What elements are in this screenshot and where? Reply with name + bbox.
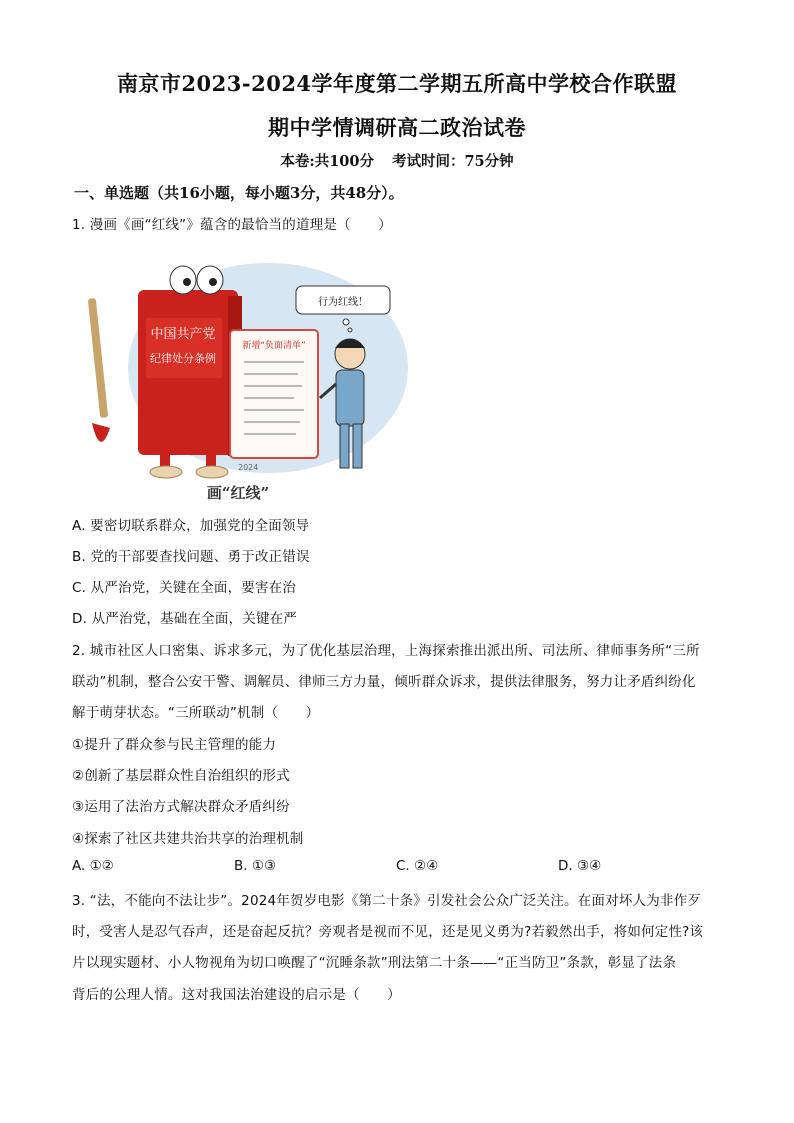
year-mark: 2024	[238, 463, 259, 472]
q3-stem-line4: 背后的公理人情。这对我国法治建设的启示是（ ）	[72, 987, 401, 1003]
list-title: 新增“负面清单”	[242, 341, 306, 351]
q3-stem-line3: 片以现实题材、小人物视角为切口唤醒了“沉睡条款”刑法第二十条——“正当防卫”条款，彰显了法条	[72, 955, 677, 971]
q2-stem-line2: 联动”机制，整合公安干警、调解员、律师三方力量，倾听群众诉求，提供法律服务，努力让矛盾纠纷化	[72, 674, 696, 690]
cartoon-caption: 画“红线”	[206, 484, 270, 502]
brush-icon	[88, 298, 110, 442]
cartoon-illustration	[88, 258, 408, 508]
q2-option-a: A. ①②	[72, 858, 114, 874]
q1-option-c: C. 从严治党，关键在全面，要害在治	[72, 580, 297, 596]
speech-text: 行为红线！	[318, 297, 368, 308]
q2-stem-line1: 2. 城市社区人口密集、诉求多元，为了优化基层治理，上海探索推出派出所、司法所、律师事务所“三所	[72, 643, 700, 659]
q2-option-b: B. ①③	[234, 858, 277, 874]
book-text-2: 纪律处分条例	[150, 352, 216, 365]
q1-stem: 1. 漫画《画“红线”》蕴含的最恰当的道理是（ ）	[72, 217, 392, 233]
q2-stem-line3: 解于萌芽状态。“三所联动”机制（ ）	[72, 705, 320, 721]
q2-option-d: D. ③④	[558, 858, 602, 874]
book-text-1: 中国共产党	[150, 327, 216, 342]
q2-options	[72, 858, 732, 874]
exam-meta	[0, 150, 794, 171]
q2-item-4: ④探索了社区共建共治共享的治理机制	[72, 831, 304, 847]
q2-item-1: ①提升了群众参与民主管理的能力	[72, 737, 277, 753]
exam-score: 本卷:共100分	[280, 153, 374, 170]
q3-stem-line1: 3. “法，不能向不法让步”。2024年贺岁电影《第二十条》引发社会公众广泛关注。在面对坏人为非作歹	[72, 893, 702, 909]
q1-option-d: D. 从严治党，基础在全面，关键在严	[72, 611, 298, 627]
exam-title-line2: 期中学情调研高二政治试卷	[268, 115, 526, 140]
negative-list-paper	[230, 330, 318, 472]
q2-item-2: ②创新了基层群众性自治组织的形式	[72, 768, 290, 784]
q2-item-3: ③运用了法治方式解决群众矛盾纠纷	[72, 799, 290, 815]
red-book	[138, 266, 242, 478]
q3-stem-line2: 时，受害人是忍气吞声，还是奋起反抗？旁观者是视而不见，还是见义勇为?若毅然出手，将如何定性?该	[72, 924, 704, 940]
q1-option-a: A. 要密切联系群众，加强党的全面领导	[72, 518, 310, 534]
section-title: 一、单选题（共16小题，每小题3分，共48分）。	[74, 184, 404, 202]
exam-time: 考试时间：75分钟	[391, 153, 514, 170]
q1-option-b: B. 党的干部要查找问题、勇于改正错误	[72, 549, 310, 565]
q2-option-c: C. ②④	[396, 858, 439, 874]
exam-title-line1: 南京市2023-2024学年度第二学期五所高中学校合作联盟	[116, 71, 678, 96]
